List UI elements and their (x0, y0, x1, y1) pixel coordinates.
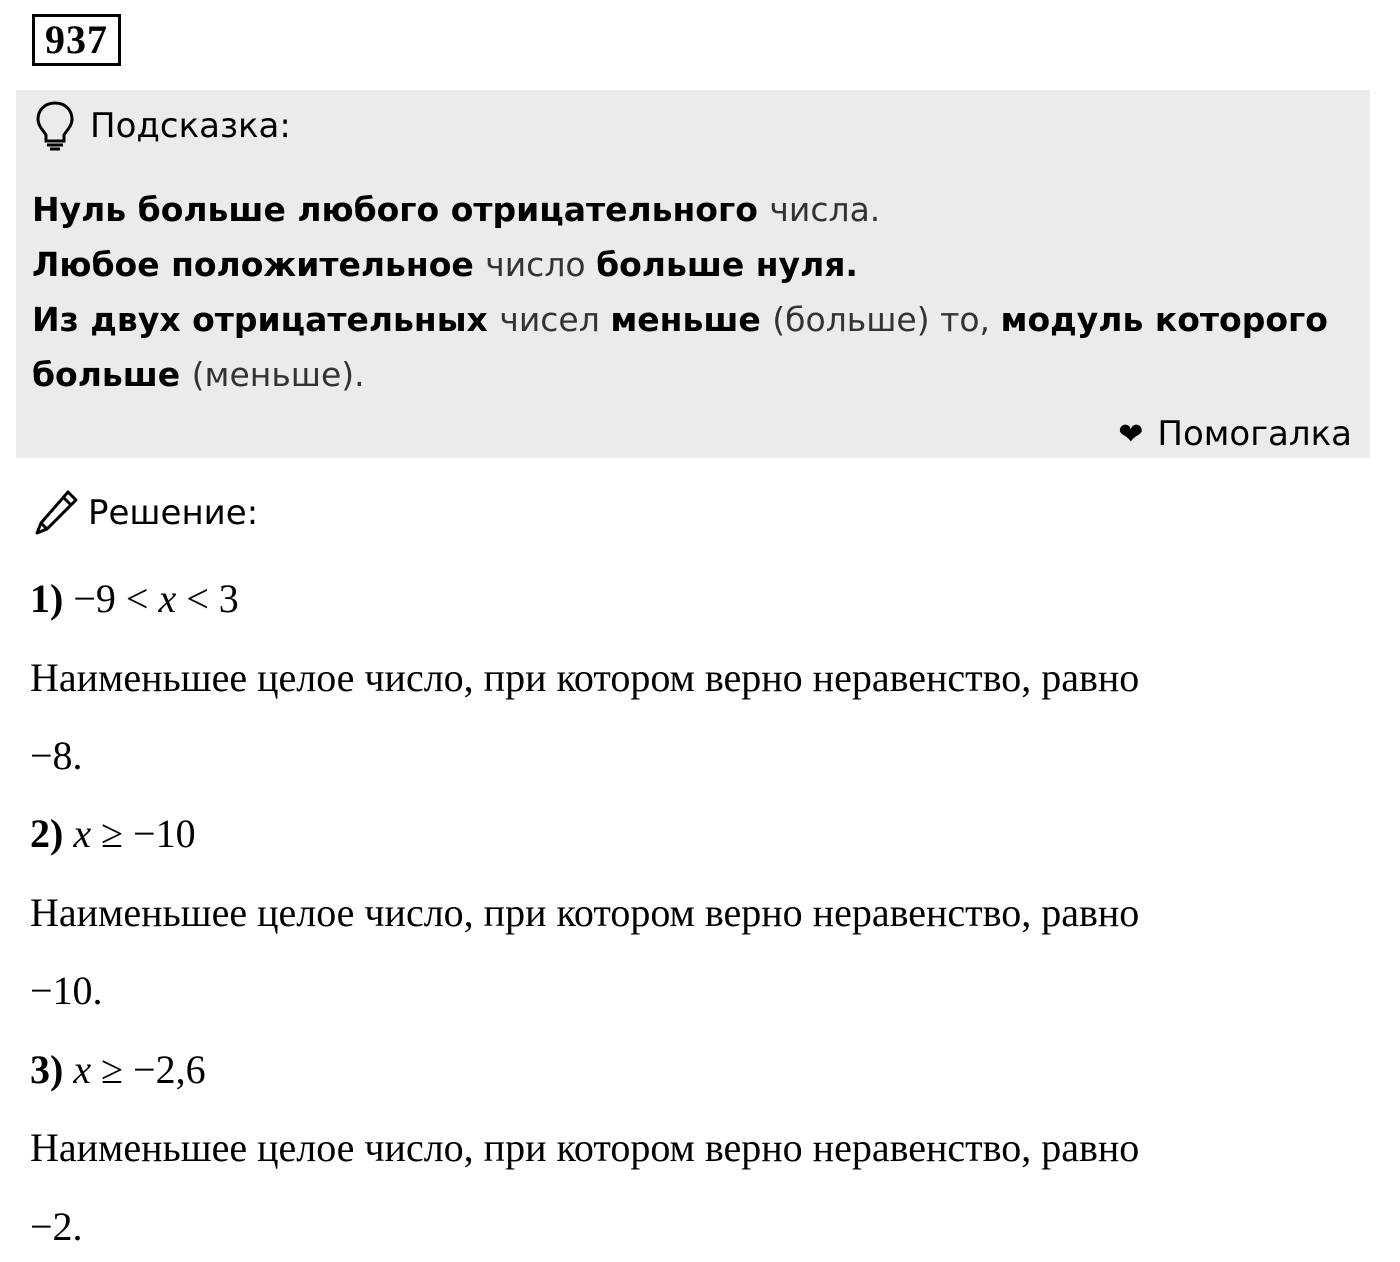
hint-text: меньше (610, 300, 773, 339)
item-label: 1) (30, 576, 64, 621)
lightbulb-icon (34, 100, 76, 152)
hint-text: больше (32, 355, 192, 394)
pencil-icon (32, 488, 80, 538)
solution-item-3-answer: −2. (30, 1204, 83, 1249)
hint-line-2 (32, 237, 1352, 292)
item-label: 3) (30, 1047, 64, 1092)
expr-part: < 3 (176, 576, 239, 621)
solution-title: Решение: (88, 493, 259, 533)
expr-part: ≥ −2,6 (91, 1047, 206, 1092)
brand-name: Помогалка (1157, 414, 1352, 454)
expr-variable: x (158, 576, 177, 621)
brand (1118, 414, 1352, 454)
solution-item-3-text: Наименьшее целое число, при котором верно неравенство, равно (30, 1125, 1140, 1170)
hint-box (16, 90, 1370, 458)
hint-line-3 (32, 292, 1352, 347)
item-label: 2) (30, 811, 64, 856)
hint-text: числа. (769, 190, 881, 229)
expr-part: ≥ −10 (91, 811, 196, 856)
hint-line-1 (32, 182, 1352, 237)
solution-item-2-expression (30, 810, 196, 857)
hint-text: больше нуля. (596, 245, 858, 284)
hint-title: Подсказка: (90, 106, 291, 146)
problem-number: 937 (32, 14, 121, 66)
hint-text: Нуль больше любого отрицательного (32, 190, 770, 229)
hint-body (32, 182, 1352, 402)
solution-header (32, 488, 258, 538)
solution-item-2-text: Наименьшее целое число, при котором верно неравенство, равно (30, 890, 1140, 935)
solution-item-3-expression (30, 1046, 206, 1093)
hint-text: чисел (499, 300, 611, 339)
hint-line-4 (32, 347, 1352, 402)
solution-item-1-answer: −8. (30, 733, 83, 778)
hint-text: (больше) то, (772, 300, 1001, 339)
expr-part: −9 < (63, 576, 159, 621)
solution-item-2-answer: −10. (30, 968, 103, 1013)
hint-text: Любое положительное (32, 245, 486, 284)
expr-part (63, 1047, 73, 1092)
solution-item-1-expression (30, 575, 239, 622)
hint-text: число (485, 245, 597, 284)
expr-variable: x (73, 1047, 92, 1092)
hint-text: модуль которого (1000, 300, 1328, 339)
expr-part (63, 811, 73, 856)
hint-text: (меньше). (191, 355, 365, 394)
solution-item-1-text: Наименьшее целое число, при котором верно неравенство, равно (30, 655, 1140, 700)
expr-variable: x (73, 811, 92, 856)
hint-header (34, 100, 291, 152)
hint-text: Из двух отрицательных (32, 300, 500, 339)
heart-icon: ❤ (1118, 416, 1144, 452)
